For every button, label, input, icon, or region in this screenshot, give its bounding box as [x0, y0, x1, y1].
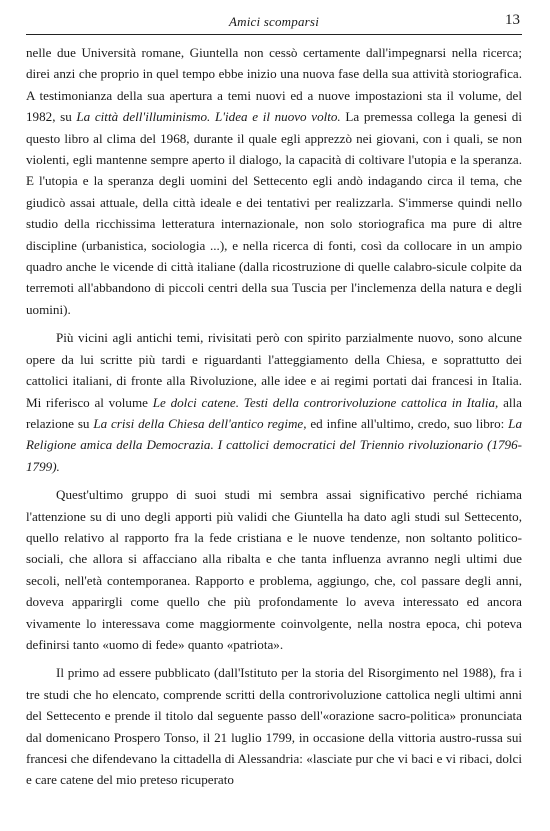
paragraph: [26, 484, 522, 655]
book-title: La crisi della Chiesa dell'antico regime,: [93, 415, 307, 431]
paragraph: [26, 42, 522, 320]
text-span: Più vicini agli antichi temi, rivisitati però con spirito parzialmente nuovo, sono alcune opere da lui scritte più tardi e riguardanti l'atteggiamento della Chiesa, e soprattutto dei cattolici italiani, di fronte alla Rivoluzione, alle idee e ai regimi portati dai francesi in Italia. Mi riferisco al volume: [26, 330, 522, 410]
paragraph: [26, 327, 522, 477]
book-title: La Religione amica della Democrazia. I cattolici democratici del Triennio rivoluzionario (1796-1799).: [26, 415, 522, 474]
book-title: La città dell'illuminismo. L'idea e il nuovo volto.: [76, 109, 341, 125]
text-span: Quest'ultimo gruppo di suoi studi mi sembra assai significativo perché richiama l'attenzione su di uno degli apporti più validi che Giuntella ha dato agli studi sul Settecento, quello relativo al rapporto fra la fede cristiana e le nuove tendenze, non soltanto politico-sociali, che allora si affacciano alla ribalta e che tanta influenza avranno negli ultimi due secoli, nell'età contemporanea. Rapporto e problema, aggiungo, che, col passare degli anni, doveva apparirgli come quello che più profondamente lo aveva interessato ed ancora vivamente lo interessava come maggiormente coinvolgente, nella nostra epoca, chi poteva definirsi tanto «uomo di fede» quanto «patriota».: [26, 487, 522, 652]
paragraph: [26, 662, 522, 790]
text-span: alla relazione su: [26, 394, 522, 431]
text-span: ed infine all'ultimo, credo, suo libro:: [306, 415, 509, 431]
text-span: nelle due Università romane, Giuntella non cessò certamente dall'impegnarsi nella ricerca; direi anzi che proprio in quel tempo ebbe inizio una nuova fase della sua attività storiografica. A testimonianza della sua apertura a temi nuovi ed a nuove impostazioni sta il volume, del 1982, su: [26, 45, 522, 125]
page-number: 13: [505, 12, 520, 28]
header-rule: [26, 34, 522, 35]
book-title: Le dolci catene. Testi della controrivoluzione cattolica in Italia,: [152, 394, 499, 410]
page-header: [26, 12, 522, 34]
body-text: [26, 42, 522, 798]
text-span: Il primo ad essere pubblicato (dall'Istituto per la storia del Risorgimento nel 1988), fra i tre studi che ho elencato, comprende scritti della controrivoluzione cattolica negli ultimi anni del Settecento e prende il titolo dal seguente passo dell'«orazione sacro-politica» pronunciata dal domenicano Prospero Tonso, il 21 luglio 1799, in occasione della vittoria austro-russa sui francesi che difendevano la cittadella di Alessandria: «lasciate pur che vi baci e vi ribaci, dolci e care catene del mio preteso ricuperato: [26, 665, 522, 788]
running-title: Amici scomparsi: [228, 14, 320, 29]
text-span: La premessa collega la genesi di questo libro al clima del 1968, durante il quale egli apprezzò nei giovani, con i quali, se non violenti, egli mantenne sempre aperto il dialogo, la capacità di coltivare l'utopia e la speranza. E l'utopia e la speranza degli uomini del Settecento egli andò indagando circa il tema, che giudicò assai attuale, della città ideale e dei tentativi per realizzarla. S'immerse quindi nello studio della ricchissima letteratura internazionale, non solo storiografica ma pure di altre discipline (urbanistica, sociologia ...), e nella ricerca di fonti, così da collocare in un ampio quadro anche le vicende di città italiane (dalla ricostruzione di quelle calabro-sicule colpite da terremoti all'abbandono di piccoli centri della sua Tuscia per l'inclemenza della natura e degli uomini).: [26, 109, 522, 317]
